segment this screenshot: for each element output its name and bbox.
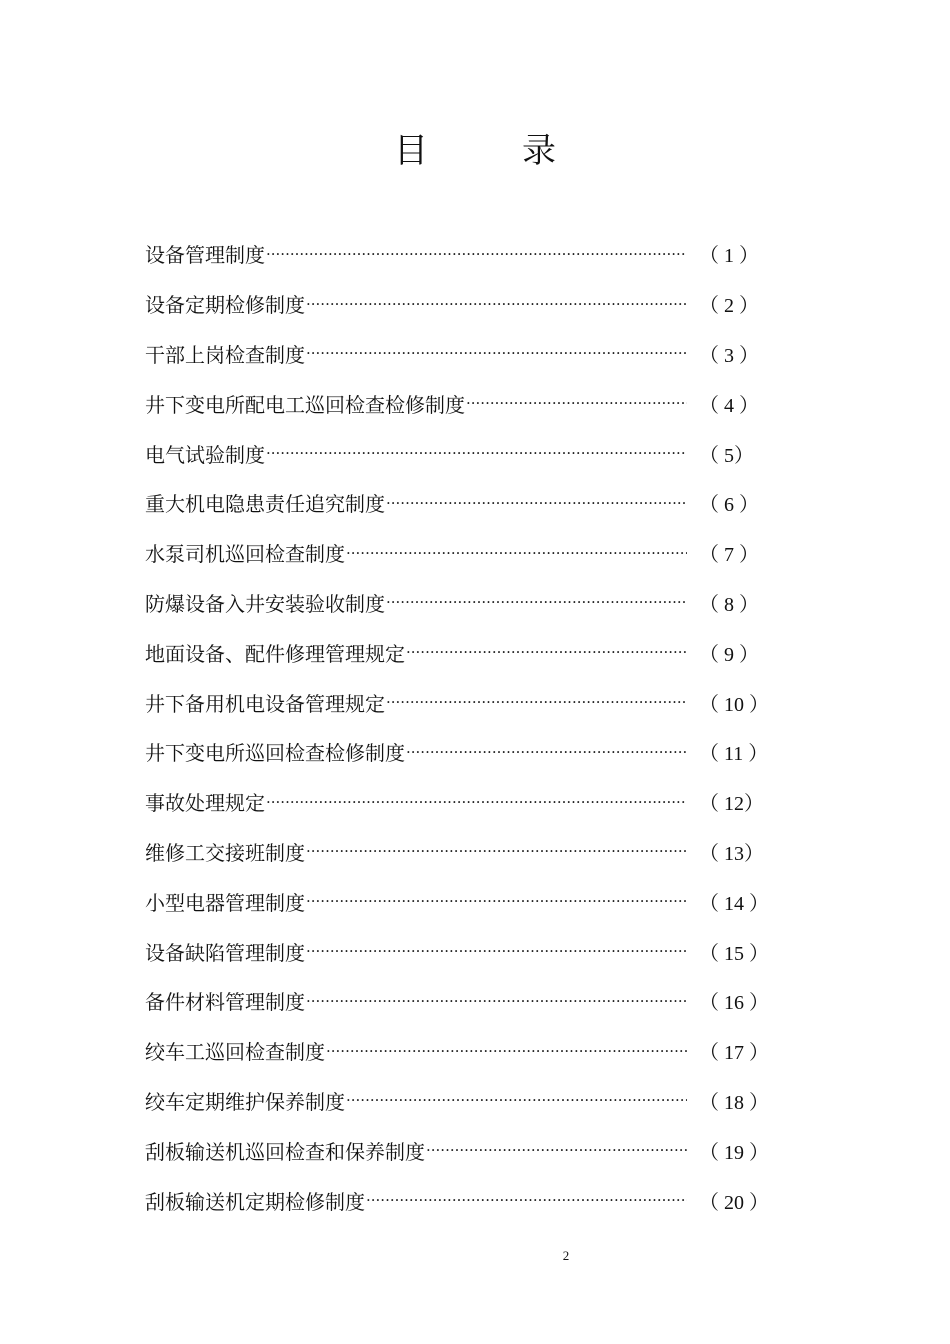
page-number: 2 <box>562 1248 570 1263</box>
dot-leader <box>366 1190 687 1210</box>
dot-leader <box>326 1041 687 1061</box>
toc-entry[interactable] <box>145 1125 795 1175</box>
dot-leader <box>406 642 687 662</box>
dot-leader <box>426 1140 687 1160</box>
toc-entry-title: 设备管理制度 <box>145 239 266 268</box>
dot-leader <box>346 543 687 563</box>
dot-leader <box>306 343 687 363</box>
toc-entry-title: 绞车工巡回检查制度 <box>145 1036 326 1065</box>
dot-leader <box>466 393 687 413</box>
toc-entry[interactable] <box>145 378 795 428</box>
toc-entry[interactable] <box>145 926 795 976</box>
toc-entry[interactable] <box>145 1175 795 1225</box>
toc-entry-page: （ 4 ） <box>699 394 759 417</box>
dot-leader <box>266 443 687 463</box>
toc-entry[interactable] <box>145 478 795 528</box>
table-of-contents <box>145 229 795 1225</box>
dot-leader <box>306 891 687 911</box>
toc-entry-title: 防爆设备入井安装验收制度 <box>145 588 386 617</box>
toc-entry-title: 刮板输送机巡回检查和保养制度 <box>145 1136 426 1165</box>
toc-entry-page: （ 7 ） <box>699 544 759 567</box>
toc-entry-title: 维修工交接班制度 <box>145 837 306 866</box>
dot-leader <box>406 742 687 762</box>
toc-entry-page: （ 14 ） <box>699 892 769 915</box>
toc-entry-page: （ 19 ） <box>699 1141 769 1164</box>
toc-entry-title: 井下备用机电设备管理规定 <box>145 688 386 717</box>
toc-entry-title: 井下变电所巡回检查检修制度 <box>145 737 406 766</box>
dot-leader <box>386 493 687 513</box>
toc-entry[interactable] <box>145 279 795 329</box>
toc-entry[interactable] <box>145 677 795 727</box>
toc-entry-title: 电气试验制度 <box>145 439 266 468</box>
toc-entry-page: （ 5） <box>699 444 754 467</box>
dot-leader <box>306 294 687 314</box>
toc-entry-page: （ 18 ） <box>699 1091 769 1114</box>
toc-entry[interactable] <box>145 229 795 279</box>
dot-leader <box>386 692 687 712</box>
dot-leader <box>386 592 687 612</box>
dot-leader <box>266 792 687 812</box>
toc-entry[interactable] <box>145 827 795 877</box>
toc-entry[interactable] <box>145 1076 795 1126</box>
toc-entry-page: （ 9 ） <box>699 643 759 666</box>
toc-entry[interactable] <box>145 428 795 478</box>
toc-entry[interactable] <box>145 777 795 827</box>
toc-entry-page: （ 20 ） <box>699 1191 769 1214</box>
toc-entry-page: （ 15 ） <box>699 942 769 965</box>
toc-entry[interactable] <box>145 727 795 777</box>
dot-leader <box>306 991 687 1011</box>
toc-entry-title: 设备缺陷管理制度 <box>145 937 306 966</box>
toc-entry-page: （ 10 ） <box>699 693 769 716</box>
dot-leader <box>266 244 687 264</box>
toc-entry-title: 设备定期检修制度 <box>145 289 306 318</box>
toc-entry[interactable] <box>145 528 795 578</box>
toc-entry[interactable] <box>145 876 795 926</box>
toc-entry-title: 刮板输送机定期检修制度 <box>145 1186 366 1215</box>
toc-entry-page: （ 16 ） <box>699 992 769 1015</box>
toc-entry[interactable] <box>145 1026 795 1076</box>
toc-entry-page: （ 8 ） <box>699 593 759 616</box>
toc-entry[interactable] <box>145 578 795 628</box>
toc-entry[interactable] <box>145 976 795 1026</box>
toc-entry-page: （ 11 ） <box>699 743 769 766</box>
toc-entry-page: （ 6 ） <box>699 494 759 517</box>
toc-entry[interactable] <box>145 627 795 677</box>
toc-entry-page: （ 12） <box>699 793 764 816</box>
toc-entry-title: 重大机电隐患责任追究制度 <box>145 488 386 517</box>
toc-entry[interactable] <box>145 329 795 379</box>
toc-entry-title: 地面设备、配件修理管理规定 <box>145 638 406 667</box>
toc-entry-page: （ 13） <box>699 842 764 865</box>
toc-entry-title: 绞车定期维护保养制度 <box>145 1086 346 1115</box>
toc-entry-page: （ 2 ） <box>699 295 759 318</box>
toc-entry-page: （ 17 ） <box>699 1042 769 1065</box>
toc-entry-page: （ 1 ） <box>699 245 759 268</box>
dot-leader <box>306 841 687 861</box>
dot-leader <box>346 1090 687 1110</box>
page-title: 目 录 <box>394 131 586 171</box>
toc-entry-title: 小型电器管理制度 <box>145 887 306 916</box>
dot-leader <box>306 941 687 961</box>
toc-entry-title: 干部上岗检查制度 <box>145 339 306 368</box>
toc-entry-title: 井下变电所配电工巡回检查检修制度 <box>145 389 466 418</box>
toc-entry-title: 水泵司机巡回检查制度 <box>145 538 346 567</box>
toc-entry-title: 备件材料管理制度 <box>145 986 306 1015</box>
toc-entry-page: （ 3 ） <box>699 344 759 367</box>
toc-entry-title: 事故处理规定 <box>145 787 266 816</box>
